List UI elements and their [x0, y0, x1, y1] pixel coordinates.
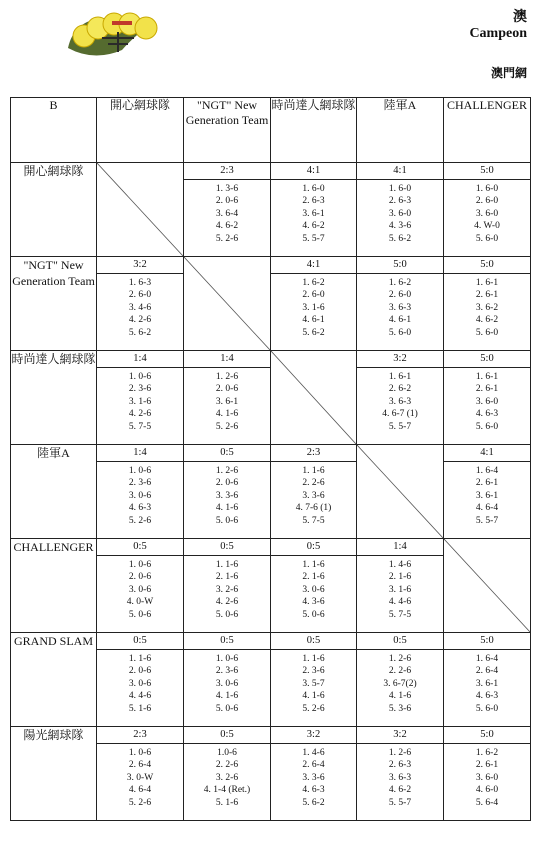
self-match-cell: [444, 539, 531, 633]
match-cell: [444, 727, 531, 821]
column-header: 開心網球隊: [97, 98, 184, 163]
set-score: 4. 4-6: [128, 691, 152, 702]
set-score: 2. 6-3: [388, 760, 412, 771]
match-cell: [357, 163, 444, 257]
match-cell: [271, 445, 357, 539]
table-row: [11, 727, 531, 821]
set-score: 5. 2-6: [302, 703, 325, 714]
set-score: 1. 0-6: [128, 748, 152, 758]
set-score: 5. 2-6: [128, 515, 152, 526]
row-team-name: CHALLENGER: [11, 539, 97, 633]
set-score: 5. 3-6: [388, 703, 412, 714]
header-subtitle: 澳門網: [490, 66, 527, 80]
set-scores: [184, 462, 270, 527]
set-score: 1. 1-6: [128, 654, 152, 664]
column-header: "NGT" New Generation Team: [184, 98, 271, 163]
header-title-line1: 澳: [513, 10, 527, 25]
set-score: 3. 6-4: [215, 208, 239, 219]
set-score: 2. 6-4: [302, 760, 325, 771]
set-score: 3. 0-6: [128, 678, 152, 689]
set-scores: [357, 274, 443, 339]
set-score: 4. 1-4 (Ret.): [203, 785, 251, 796]
match-cell: [271, 633, 357, 727]
set-score: 1. 6-2: [388, 278, 412, 288]
header-title-line2: Campeon: [469, 26, 527, 41]
set-scores: [444, 744, 530, 809]
set-score: 4. 6-3: [302, 785, 325, 796]
header-title: [469, 10, 527, 42]
match-score: 2:3: [184, 163, 270, 180]
match-cell: [444, 351, 531, 445]
diagonal-line: [444, 539, 530, 632]
match-cell: [444, 257, 531, 351]
set-score: 1. 6-3: [128, 278, 152, 288]
set-score: 2. 2-6: [388, 666, 412, 677]
set-score: 3. 3-6: [302, 490, 325, 501]
match-cell: [97, 257, 184, 351]
set-score: 1. 2-6: [215, 372, 239, 382]
set-score: 5. 2-6: [215, 233, 239, 244]
set-score: 3. 2-6: [215, 772, 239, 783]
set-score: 2. 6-0: [475, 196, 499, 207]
set-score: 4. W-0: [474, 221, 500, 232]
set-score: 5. 7-5: [128, 421, 152, 432]
match-score: 0:5: [357, 633, 443, 650]
table-row: [11, 257, 531, 351]
set-score: 4. 1-6: [215, 691, 239, 702]
set-score: 5. 7-5: [302, 515, 325, 526]
set-score: 2. 3-6: [128, 384, 152, 395]
match-cell: [184, 351, 271, 445]
row-team-name: 時尚達人網球隊: [11, 351, 97, 445]
set-score: 1. 0-6: [128, 466, 152, 476]
match-cell: [271, 727, 357, 821]
set-score: 2. 3-6: [302, 666, 325, 677]
set-score: 2. 1-6: [388, 572, 412, 583]
set-score: 5. 0-6: [215, 609, 239, 620]
table-row: [11, 539, 531, 633]
set-scores: [97, 650, 183, 715]
match-score: 1:4: [357, 539, 443, 556]
set-score: 4. 2-6: [215, 597, 239, 608]
set-score: 4. 1-6: [215, 503, 239, 514]
set-scores: [444, 462, 530, 527]
set-score: 2. 3-6: [128, 478, 152, 489]
diagonal-line: [357, 445, 443, 538]
set-scores: [97, 556, 183, 621]
set-score: 1. 6-2: [475, 748, 499, 758]
set-score: 5. 6-0: [475, 703, 499, 714]
set-score: 3. 0-6: [302, 584, 325, 595]
set-score: 4. 6-1: [388, 315, 412, 326]
set-score: 5. 1-6: [128, 703, 152, 714]
header-row: [11, 98, 531, 163]
set-score: 3. 6-0: [475, 208, 499, 219]
set-score: 1. 1-6: [302, 560, 325, 570]
set-score: 3. 6-3: [388, 396, 412, 407]
set-score: 3. 5-7: [302, 678, 325, 689]
match-score: 4:1: [271, 257, 356, 274]
set-score: 1. 6-2: [302, 278, 325, 288]
set-scores: [357, 744, 443, 809]
set-score: 3. 0-6: [215, 678, 239, 689]
row-team-name: 陽光網球隊: [11, 727, 97, 821]
row-team-name: "NGT" New Generation Team: [11, 257, 97, 351]
diagonal-line: [184, 257, 270, 350]
set-score: 2. 2-6: [302, 478, 325, 489]
set-score: 3. 0-6: [128, 490, 152, 501]
set-score: 4. 6-0: [475, 785, 499, 796]
set-score: 3. 6-7(2): [383, 678, 417, 689]
set-score: 5. 6-0: [475, 233, 499, 244]
self-match-cell: [357, 445, 444, 539]
diagonal-line: [97, 163, 183, 256]
set-score: 1. 2-6: [388, 654, 412, 664]
set-score: 2. 6-4: [128, 760, 152, 771]
set-score: 2. 6-0: [388, 290, 412, 301]
set-score: 1. 2-6: [388, 748, 412, 758]
set-score: 1. 0-6: [128, 372, 152, 382]
set-score: 3. 2-6: [215, 584, 239, 595]
set-score: 4. 6-2: [475, 315, 499, 326]
set-score: 4. 7-6 (1): [295, 503, 332, 514]
match-score: 1:4: [184, 351, 270, 368]
set-score: 5. 6-4: [475, 797, 499, 808]
match-cell: [97, 539, 184, 633]
set-score: 1. 6-4: [475, 654, 499, 664]
set-score: 1. 4-6: [388, 560, 412, 570]
set-scores: [271, 274, 356, 339]
set-score: 1. 1-6: [302, 654, 325, 664]
set-score: 2. 6-2: [388, 384, 412, 395]
match-cell: [184, 727, 271, 821]
match-score: 4:1: [271, 163, 356, 180]
match-cell: [271, 257, 357, 351]
set-score: 2. 6-1: [475, 478, 499, 489]
set-score: 2. 6-4: [475, 666, 499, 677]
match-score: 5:0: [444, 633, 530, 650]
set-score: 2. 0-6: [128, 572, 152, 583]
match-cell: [97, 445, 184, 539]
set-score: 2. 6-1: [475, 760, 499, 771]
set-score: 3. 1-6: [128, 396, 152, 407]
set-scores: [271, 650, 356, 715]
set-score: 4. 3-6: [302, 597, 325, 608]
match-cell: [357, 727, 444, 821]
set-score: 2. 3-6: [215, 666, 239, 677]
set-score: 4. 6-4: [475, 503, 499, 514]
set-score: 3. 3-6: [302, 772, 325, 783]
self-match-cell: [271, 351, 357, 445]
match-score: 5:0: [444, 727, 530, 744]
set-score: 4. 6-7 (1): [382, 409, 418, 420]
set-scores: [97, 368, 183, 433]
match-cell: [357, 539, 444, 633]
set-score: 2. 6-0: [128, 290, 152, 301]
set-score: 2. 0-6: [215, 478, 239, 489]
set-score: 1.0-6: [217, 748, 237, 758]
table-row: [11, 633, 531, 727]
set-score: 5. 6-0: [388, 327, 412, 338]
logo-image: [64, 8, 164, 60]
set-scores: [184, 180, 270, 245]
match-score: 0:5: [97, 539, 183, 556]
set-score: 1. 6-0: [388, 184, 412, 194]
match-score: 0:5: [184, 539, 270, 556]
match-score: 5:0: [444, 351, 530, 368]
set-score: 5. 6-2: [128, 327, 152, 338]
set-score: 5. 5-7: [302, 233, 325, 244]
match-score: 0:5: [271, 633, 356, 650]
set-score: 3. 0-6: [128, 584, 152, 595]
set-score: 3. 6-0: [475, 396, 499, 407]
set-scores: [444, 274, 530, 339]
table-row: [11, 445, 531, 539]
match-score: 0:5: [271, 539, 356, 556]
match-cell: [97, 633, 184, 727]
set-score: 4. 2-6: [128, 315, 152, 326]
set-score: 3. 6-2: [475, 302, 499, 313]
table-row: [11, 351, 531, 445]
set-score: 1. 0-6: [215, 654, 239, 664]
set-score: 5. 6-2: [302, 797, 325, 808]
set-score: 4. 4-6: [388, 597, 412, 608]
set-score: 4. 0-W: [126, 597, 154, 608]
match-cell: [357, 351, 444, 445]
set-score: 2. 6-3: [388, 196, 412, 207]
match-score: 2:3: [271, 445, 356, 462]
row-team-name: 開心網球隊: [11, 163, 97, 257]
set-scores: [271, 462, 356, 527]
set-score: 1. 4-6: [302, 748, 325, 758]
match-cell: [184, 539, 271, 633]
match-cell: [357, 257, 444, 351]
set-score: 5. 0-6: [128, 609, 152, 620]
self-match-cell: [184, 257, 271, 351]
column-header: CHALLENGER: [444, 98, 531, 163]
set-scores: [357, 180, 443, 245]
set-score: 2. 1-6: [302, 572, 325, 583]
set-scores: [357, 556, 443, 621]
match-score: 3:2: [271, 727, 356, 744]
column-header: 時尚達人網球隊: [271, 98, 357, 163]
results-table: [10, 97, 531, 821]
set-score: 5. 6-0: [475, 327, 499, 338]
match-score: 0:5: [97, 633, 183, 650]
set-score: 3. 6-1: [215, 396, 239, 407]
set-scores: [271, 744, 356, 809]
set-score: 5. 6-2: [388, 233, 412, 244]
match-score: 3:2: [97, 257, 183, 274]
set-score: 4. 6-3: [475, 691, 499, 702]
set-score: 3. 6-1: [475, 678, 499, 689]
row-team-name: 陸軍A: [11, 445, 97, 539]
set-score: 2. 6-1: [475, 290, 499, 301]
set-scores: [271, 180, 356, 245]
set-score: 2. 6-3: [302, 196, 325, 207]
set-scores: [184, 368, 270, 433]
set-score: 3. 6-1: [475, 490, 499, 501]
set-score: 3. 6-3: [388, 772, 412, 783]
match-score: 0:5: [184, 633, 270, 650]
match-cell: [444, 163, 531, 257]
set-score: 1. 0-6: [128, 560, 152, 570]
set-score: 5. 5-7: [475, 515, 499, 526]
row-team-name: GRAND SLAM: [11, 633, 97, 727]
set-score: 4. 1-6: [215, 409, 239, 420]
set-score: 5. 6-0: [475, 421, 499, 432]
set-scores: [97, 274, 183, 339]
table-row: [11, 163, 531, 257]
set-score: 3. 3-6: [215, 490, 239, 501]
self-match-cell: [97, 163, 184, 257]
set-score: 3. 1-6: [302, 302, 325, 313]
diagonal-line: [271, 351, 356, 444]
match-score: 0:5: [184, 445, 270, 462]
set-score: 1. 6-4: [475, 466, 499, 476]
set-score: 5. 2-6: [215, 421, 239, 432]
column-header: 陸軍A: [357, 98, 444, 163]
set-score: 4. 6-2: [388, 785, 412, 796]
set-score: 4. 6-2: [215, 221, 239, 232]
set-score: 3. 4-6: [128, 302, 152, 313]
match-cell: [444, 445, 531, 539]
set-score: 2. 0-6: [215, 196, 239, 207]
set-scores: [184, 744, 270, 809]
set-score: 2. 0-6: [128, 666, 152, 677]
set-scores: [444, 650, 530, 715]
set-score: 1. 6-1: [388, 372, 412, 382]
match-score: 1:4: [97, 445, 183, 462]
set-score: 3. 6-3: [388, 302, 412, 313]
set-score: 2. 6-1: [475, 384, 499, 395]
set-scores: [444, 180, 530, 245]
set-score: 4. 1-6: [388, 691, 412, 702]
set-scores: [357, 368, 443, 433]
set-scores: [357, 650, 443, 715]
set-score: 3. 1-6: [388, 584, 412, 595]
match-score: 3:2: [357, 727, 443, 744]
results-body: [11, 163, 531, 821]
match-cell: [357, 633, 444, 727]
set-score: 2. 6-0: [302, 290, 325, 301]
set-score: 1. 1-6: [215, 560, 239, 570]
set-score: 4. 6-4: [128, 785, 152, 796]
match-cell: [184, 163, 271, 257]
set-score: 5. 2-6: [128, 797, 152, 808]
set-score: 1. 6-1: [475, 278, 499, 288]
match-score: 3:2: [357, 351, 443, 368]
set-score: 5. 1-6: [215, 797, 239, 808]
set-score: 5. 6-2: [302, 327, 325, 338]
set-scores: [97, 744, 183, 809]
match-score: 5:0: [357, 257, 443, 274]
set-score: 4. 6-2: [302, 221, 325, 232]
match-score: 0:5: [184, 727, 270, 744]
set-scores: [184, 650, 270, 715]
set-score: 5. 5-7: [388, 421, 412, 432]
match-score: 5:0: [444, 257, 530, 274]
set-score: 2. 1-6: [215, 572, 239, 583]
set-score: 3. 6-0: [388, 208, 412, 219]
match-score: 1:4: [97, 351, 183, 368]
set-score: 1. 3-6: [215, 184, 239, 194]
set-score: 3. 0-W: [126, 772, 154, 783]
set-score: 5. 0-6: [215, 515, 239, 526]
set-score: 4. 1-6: [302, 691, 325, 702]
set-score: 5. 0-6: [302, 609, 325, 620]
set-score: 2. 2-6: [215, 760, 239, 771]
set-score: 4. 6-3: [128, 503, 152, 514]
match-cell: [271, 163, 357, 257]
set-score: 3. 6-0: [475, 772, 499, 783]
set-score: 1. 1-6: [302, 466, 325, 476]
match-score: 2:3: [97, 727, 183, 744]
corner-cell: B: [11, 98, 97, 163]
match-cell: [184, 633, 271, 727]
match-score: 5:0: [444, 163, 530, 180]
set-score: 1. 6-1: [475, 372, 499, 382]
match-cell: [184, 445, 271, 539]
set-score: 5. 7-5: [388, 609, 412, 620]
match-cell: [97, 727, 184, 821]
set-score: 4. 6-1: [302, 315, 325, 326]
set-score: 4. 3-6: [388, 221, 412, 232]
set-scores: [184, 556, 270, 621]
set-score: 1. 2-6: [215, 466, 239, 476]
set-score: 5. 0-6: [215, 703, 239, 714]
set-score: 3. 6-1: [302, 208, 325, 219]
match-cell: [271, 539, 357, 633]
set-score: 4. 6-3: [475, 409, 499, 420]
match-score: 4:1: [357, 163, 443, 180]
set-scores: [444, 368, 530, 433]
set-scores: [97, 462, 183, 527]
set-score: 2. 0-6: [215, 384, 239, 395]
set-score: 5. 5-7: [388, 797, 412, 808]
match-cell: [97, 351, 184, 445]
match-cell: [444, 633, 531, 727]
set-score: 4. 2-6: [128, 409, 152, 420]
match-score: 4:1: [444, 445, 530, 462]
set-score: 1. 6-0: [302, 184, 325, 194]
set-score: 1. 6-0: [475, 184, 499, 194]
set-scores: [271, 556, 356, 621]
